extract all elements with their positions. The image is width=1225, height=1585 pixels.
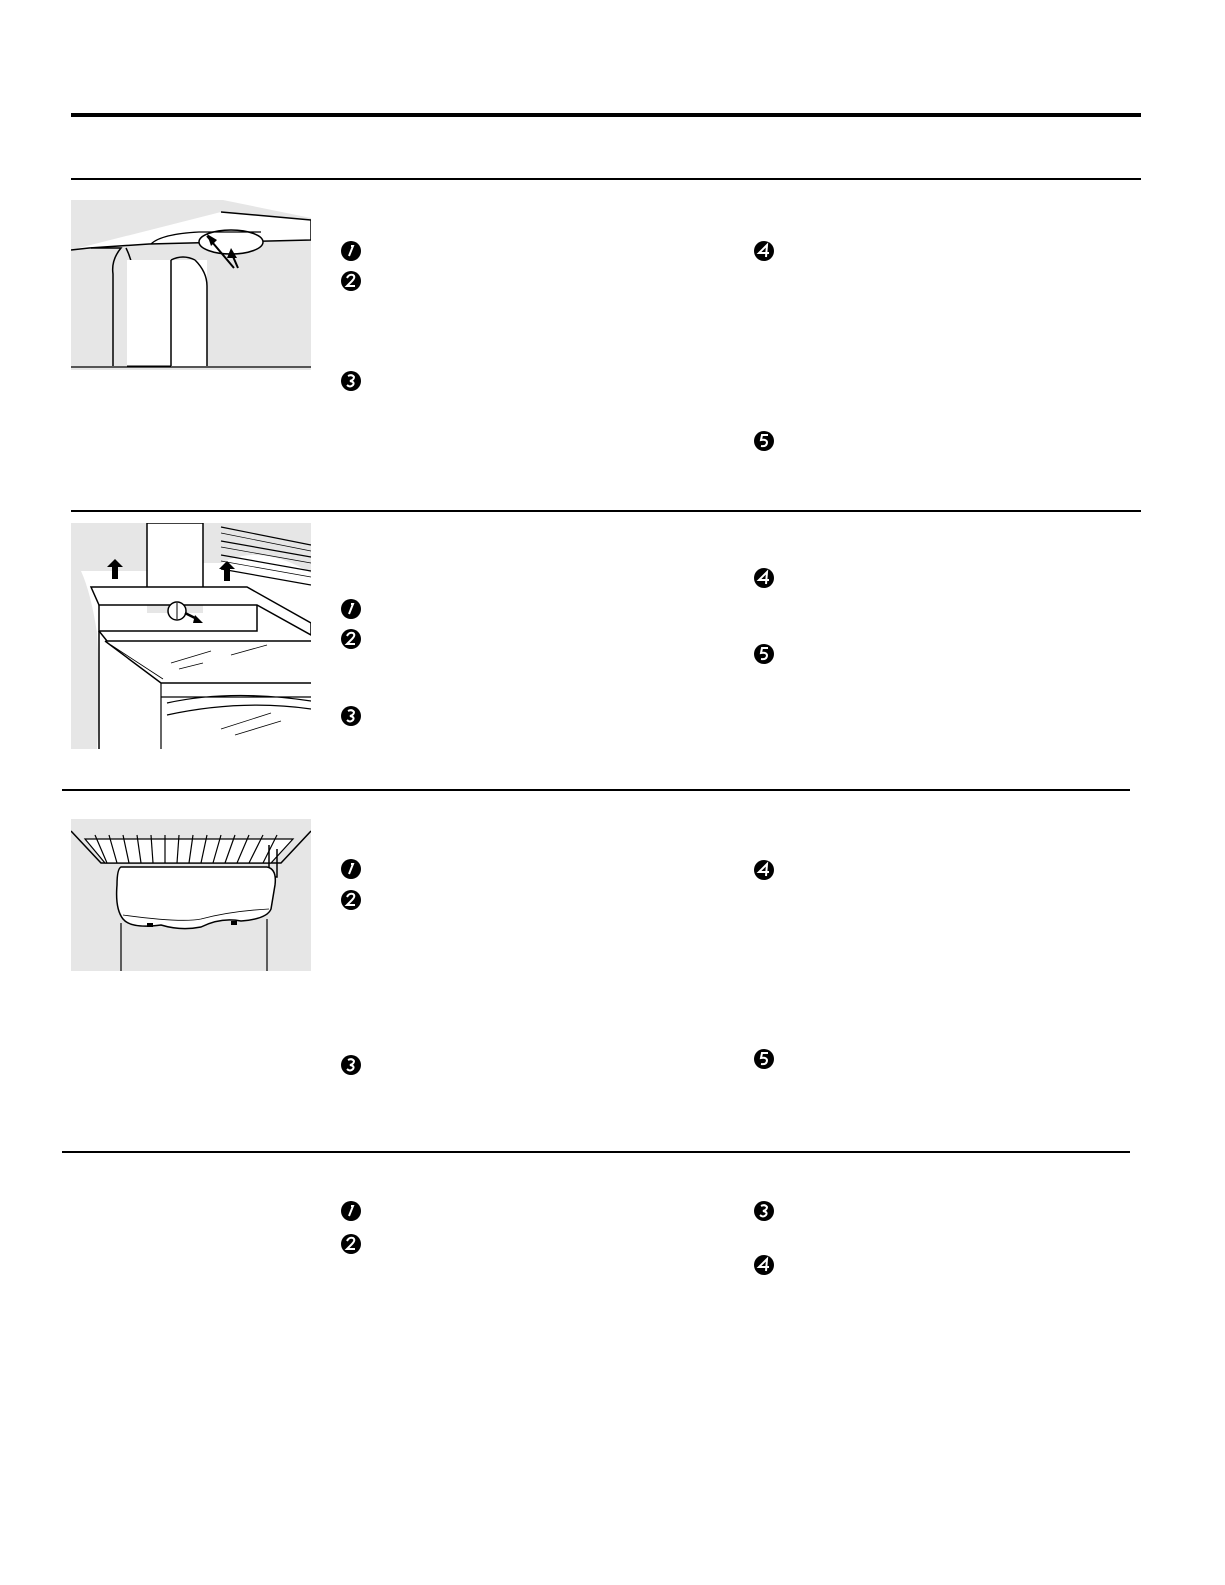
section-3-step-2-marker — [340, 889, 362, 911]
section-1-step-3-marker — [340, 370, 362, 392]
section-1-top-rule — [71, 178, 1141, 180]
section-3-step-3-marker — [340, 1054, 362, 1076]
section-4-step-4-marker — [753, 1254, 775, 1276]
section-1-step-2-marker — [340, 270, 362, 292]
header-rule-thick — [71, 113, 1141, 117]
section-3-step-4-marker — [753, 859, 775, 881]
section-4-step-3-marker — [753, 1200, 775, 1222]
section-2-top-rule — [71, 510, 1141, 512]
section-1-step-5-marker — [753, 430, 775, 452]
oven-rack-light-cover-illustration — [71, 819, 311, 971]
section-2-step-5-marker — [753, 643, 775, 665]
section-1-step-4-marker — [753, 240, 775, 262]
section-4-top-rule — [62, 1151, 1130, 1153]
section-3-top-rule — [62, 789, 1130, 791]
section-3-step-1-marker — [340, 858, 362, 880]
oven-ceiling-light-illustration — [71, 200, 311, 370]
section-2-step-4-marker — [753, 567, 775, 589]
section-4-step-1-marker — [340, 1200, 362, 1222]
section-2-step-3-marker — [340, 705, 362, 727]
section-2-step-1-marker — [340, 598, 362, 620]
section-3-step-5-marker — [753, 1048, 775, 1070]
range-backguard-removal-illustration — [71, 523, 311, 749]
section-1-step-1-marker — [340, 240, 362, 262]
section-2-step-2-marker — [340, 628, 362, 650]
section-4-step-2-marker — [340, 1233, 362, 1255]
